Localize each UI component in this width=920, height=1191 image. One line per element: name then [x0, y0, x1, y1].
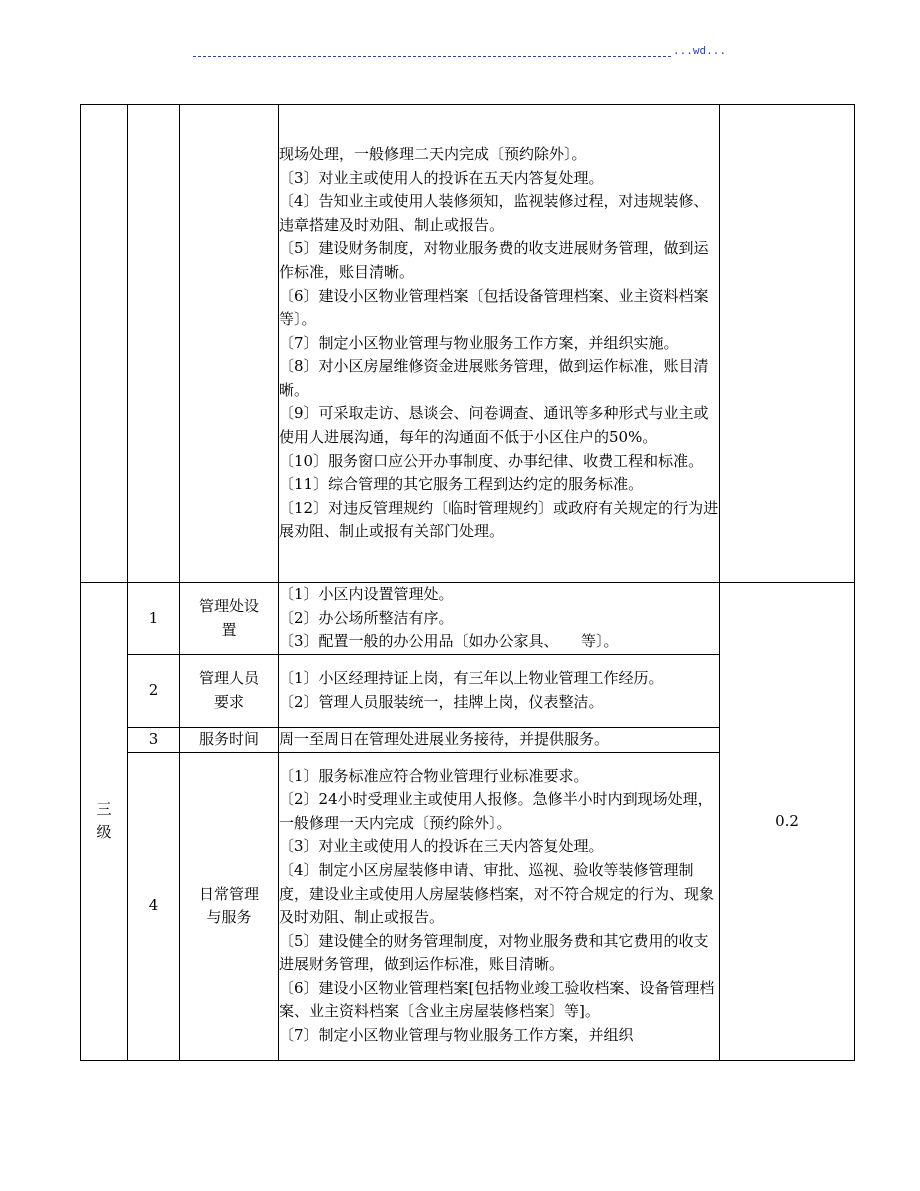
continued-content-cell: [279, 105, 720, 583]
list-item: 〔4〕制定小区房屋装修申请、审批、巡视、验收等装修管理制度，建设业主或使用人房屋装修档案，对不符合规定的行为、现象及时劝阻、制止或报告。: [279, 860, 715, 927]
weight-value: 0.2: [775, 811, 799, 830]
weight-cell-empty: [720, 105, 855, 583]
item-no: 4: [128, 752, 180, 1060]
item-content: [279, 655, 720, 728]
list-item: 〔5〕建设健全的财务管理制度，对物业服务费和其它费用的收支进展财务管理，做到运作标准，账目清晰。: [279, 931, 709, 974]
service-standard-table: [80, 104, 855, 1061]
item-content: [279, 728, 720, 753]
header-mark: ...wd...: [673, 44, 726, 57]
item-content: [279, 752, 720, 1060]
item-name: [180, 583, 279, 655]
list-item: 〔10〕服务窗口应公开办事制度、办事纪律、收费工程和标准。: [279, 451, 704, 470]
list-item: 〔12〕对违反管理规约〔临时管理规约〕或政府有关规定的行为进展劝阻、制止或报有关部门处理。: [279, 498, 719, 541]
level-label: 三级: [96, 799, 112, 842]
list-item: 〔7〕制定小区物业管理与物业服务工作方案，并组织实施。: [279, 333, 679, 352]
list-item: 〔7〕制定小区物业管理与物业服务工作方案，并组织: [279, 1026, 634, 1045]
list-item: 〔3〕对业主或使用人的投诉在五天内答复处理。: [279, 168, 604, 187]
weight-cell: [720, 583, 855, 1061]
list-item: 〔2〕24小时受理业主或使用人报修。急修半小时内到现场处理，一般修理一天内完成〔预约除外〕。: [279, 790, 713, 832]
item-content: [279, 583, 720, 655]
list-item: 〔2〕办公场所整洁有序。: [279, 608, 454, 627]
list-item: 〔2〕管理人员服装统一，挂牌上岗，仪表整洁。: [279, 693, 604, 711]
list-item: 周一至周日在管理处进展业务接待，并提供服务。: [279, 730, 610, 748]
item-no: 3: [128, 728, 180, 753]
list-item: 〔3〕配置一般的办公用品〔如办公家具、 等〕。: [279, 632, 619, 651]
item-name-text: 管理处设置: [198, 596, 259, 639]
header-dashed-rule: [193, 56, 726, 57]
table-row: [81, 583, 855, 655]
list-item: 〔3〕对业主或使用人的投诉在三天内答复处理。: [279, 837, 604, 856]
page-header: [193, 44, 726, 58]
list-item: 〔4〕告知业主或使用人装修须知，监视装修过程，对违规装修、违章搭建及时劝阻、制止或报告。: [279, 192, 709, 234]
item-name-text: 管理人员要求: [198, 669, 259, 711]
list-item: 〔5〕建设财务制度，对物业服务费的收支进展财务管理，做到运作标准，账目清晰。: [279, 239, 709, 281]
list-item: 〔11〕综合管理的其它服务工程到达约定的服务标准。: [279, 475, 644, 494]
item-no: 1: [128, 583, 180, 655]
list-item: 〔1〕小区经理持证上岗，有三年以上物业管理工作经历。: [279, 669, 664, 688]
no-cell-empty: [128, 105, 180, 583]
name-cell-empty: [180, 105, 279, 583]
list-item: 〔8〕对小区房屋维修资金进展账务管理，做到运作标准，账目清晰。: [279, 357, 709, 399]
list-item: 〔6〕建设小区物业管理档案〔包括设备管理档案、业主资料档案等〕。: [279, 286, 709, 329]
item-name-text: 日常管理与服务: [198, 884, 259, 927]
list-item: 〔1〕小区内设置管理处。: [279, 585, 454, 604]
item-name: [180, 655, 279, 728]
list-item: 〔9〕可采取走访、恳谈会、问卷调查、通讯等多种形式与业主或使用人进展沟通，每年的沟通面不低于小区住户的50%。: [279, 404, 709, 447]
level-cell-empty: [81, 105, 128, 583]
item-no: 2: [128, 655, 180, 728]
list-item: 现场处理，一般修理二天内完成〔预约除外〕。: [279, 144, 587, 163]
table-row-continued: [81, 105, 855, 583]
item-name: 服务时间: [180, 728, 279, 753]
list-item: 〔6〕建设小区物业管理档案[包括物业竣工验收档案、设备管理档案、业主资料档案〔含业主房屋装修档案〕等]。: [279, 978, 715, 1021]
list-item: 〔1〕服务标准应符合物业管理行业标准要求。: [279, 766, 589, 785]
level-label-cell: [81, 583, 128, 1061]
item-name: [180, 752, 279, 1060]
